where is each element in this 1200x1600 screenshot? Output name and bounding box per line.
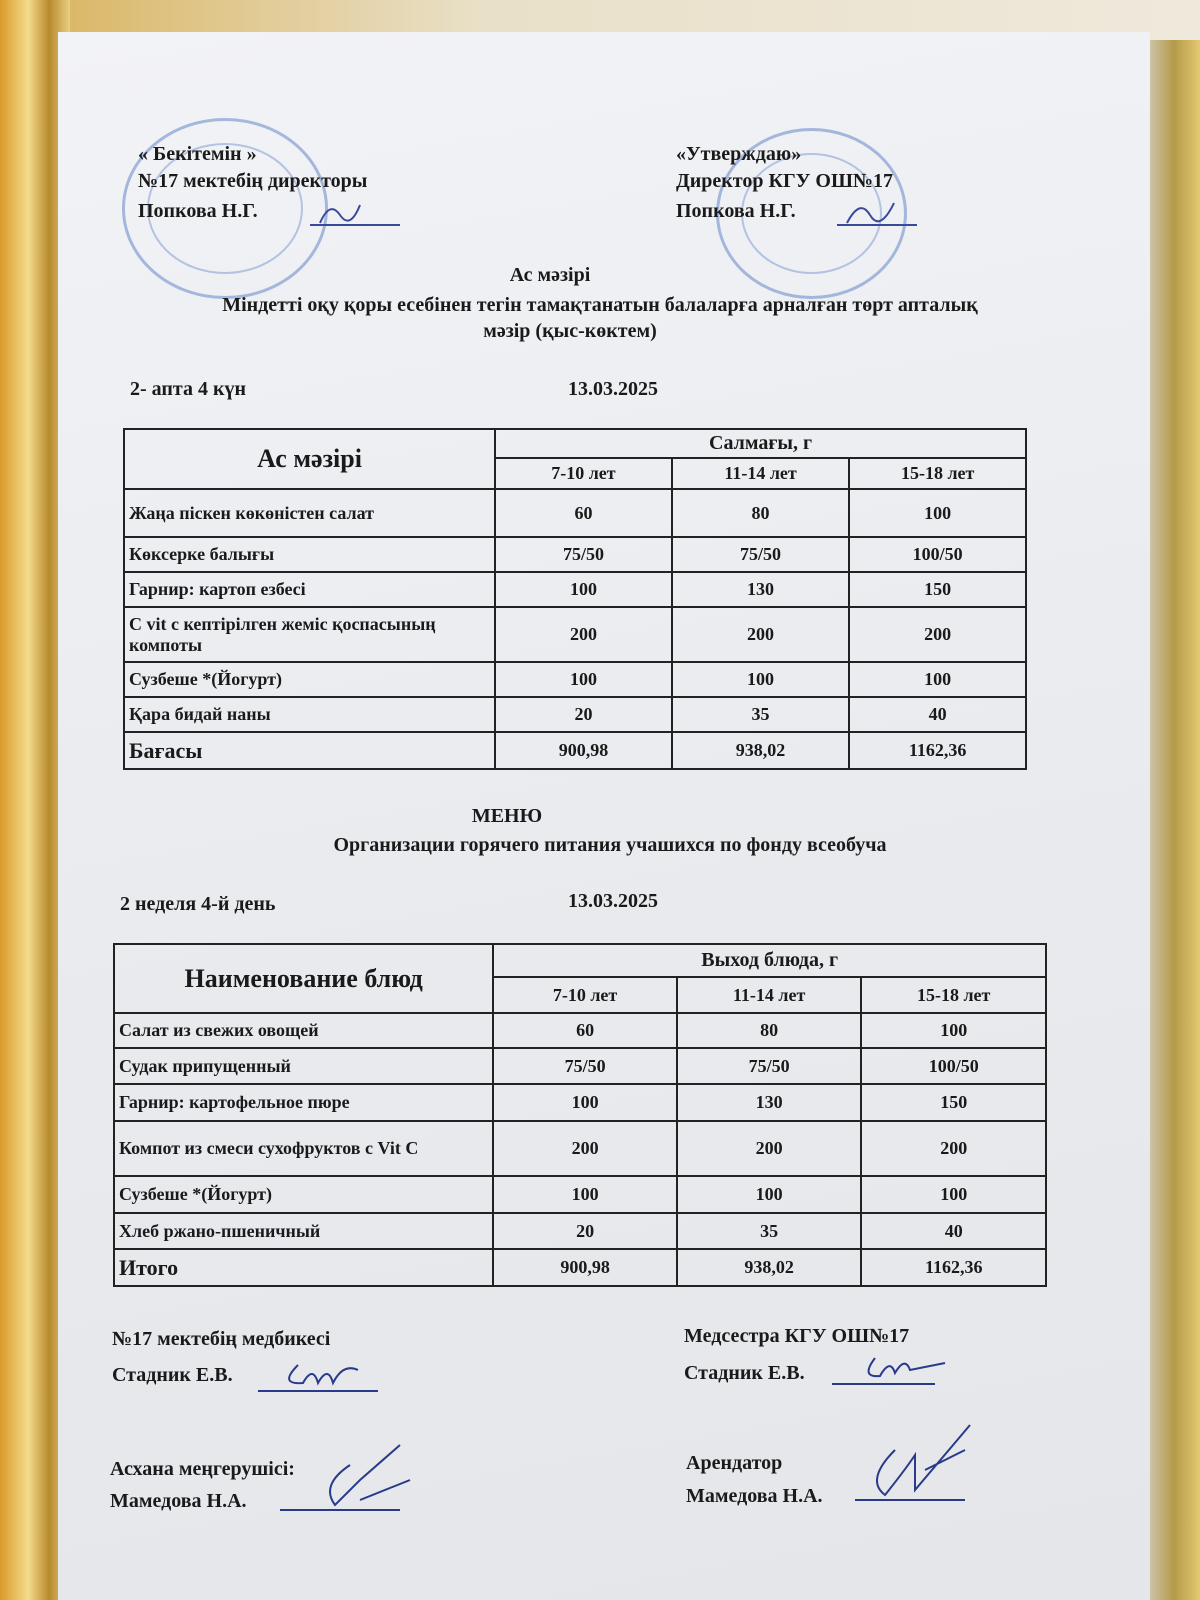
- kz-col-name: Ас мәзірі: [124, 429, 495, 489]
- table-row: [124, 489, 1026, 537]
- dish-name: Гарнир: картофельное пюре: [114, 1084, 493, 1121]
- cell-value: 75/50: [672, 537, 850, 572]
- approval-kz-position: №17 мектебің директоры: [138, 170, 368, 192]
- table-row: [124, 607, 1026, 662]
- tenant-ru-name: Мамедова Н.А.: [686, 1485, 823, 1507]
- cell-value: 35: [677, 1213, 862, 1249]
- cell-value: 20: [495, 697, 672, 732]
- dish-name: Сузбеше *(Йогурт): [114, 1176, 493, 1213]
- cell-value: 100: [672, 662, 850, 697]
- cell-value: 35: [672, 697, 850, 732]
- cell-value: 100: [677, 1176, 862, 1213]
- ru-age: 7-10 лет: [493, 977, 677, 1013]
- dish-name: Бағасы: [124, 732, 495, 769]
- cell-value: 100: [849, 489, 1026, 537]
- cell-value: 75/50: [495, 537, 672, 572]
- signature-director-ru: [832, 195, 922, 230]
- ru-col-name: Наименование блюд: [114, 944, 493, 1013]
- nurse-ru-position: Медсестра КГУ ОШ№17: [684, 1325, 910, 1347]
- nurse-kz-name: Стадник Е.В.: [112, 1364, 233, 1386]
- nurse-ru-name: Стадник Е.В.: [684, 1362, 805, 1384]
- canteen-kz-position: Асхана меңгерушісі:: [110, 1458, 295, 1480]
- cell-value: 75/50: [677, 1048, 862, 1084]
- cell-value: 75/50: [493, 1048, 677, 1084]
- total-row: [124, 732, 1026, 769]
- cell-value: 100: [849, 662, 1026, 697]
- table-row: [114, 1013, 1046, 1048]
- cell-value: 200: [672, 607, 850, 662]
- signature-canteen-kz: [280, 1440, 420, 1515]
- cell-value: 150: [849, 572, 1026, 607]
- dish-name: C vit c кептірілген жеміс қоспасының компоты: [124, 607, 495, 662]
- cell-value: 900,98: [495, 732, 672, 769]
- table-row: [114, 1048, 1046, 1084]
- kz-col-group: Салмағы, г: [495, 429, 1026, 458]
- cell-value: 1162,36: [861, 1249, 1046, 1286]
- cell-value: 1162,36: [849, 732, 1026, 769]
- canteen-kz-name: Мамедова Н.А.: [110, 1490, 247, 1512]
- signature-nurse-ru: [830, 1348, 960, 1388]
- cell-value: 20: [493, 1213, 677, 1249]
- approval-ru-title: «Утверждаю»: [676, 143, 802, 165]
- kz-age: 7-10 лет: [495, 458, 672, 489]
- dish-name: Судак припущенный: [114, 1048, 493, 1084]
- cell-value: 100/50: [861, 1048, 1046, 1084]
- ru-subtitle: Организации горячего питания учашихся по фонду всеобуча: [333, 834, 887, 856]
- dish-name: Компот из смеси сухофруктов с Vit C: [114, 1121, 493, 1176]
- table-row: [124, 537, 1026, 572]
- approval-kz-name: Попкова Н.Г.: [138, 200, 258, 222]
- table-row: [114, 1176, 1046, 1213]
- cell-value: 200: [493, 1121, 677, 1176]
- cell-value: 200: [861, 1121, 1046, 1176]
- ru-title: МЕНЮ: [471, 805, 543, 827]
- cell-value: 100/50: [849, 537, 1026, 572]
- kz-age: 11-14 лет: [672, 458, 850, 489]
- table-row: [114, 1084, 1046, 1121]
- tenant-ru-position: Арендатор: [686, 1452, 783, 1474]
- table-row: [124, 697, 1026, 732]
- dish-name: Салат из свежих овощей: [114, 1013, 493, 1048]
- cell-value: 938,02: [672, 732, 850, 769]
- cell-value: 100: [861, 1013, 1046, 1048]
- cell-value: 200: [677, 1121, 862, 1176]
- cell-value: 80: [672, 489, 850, 537]
- nurse-kz-position: №17 мектебің медбикесі: [112, 1328, 331, 1350]
- kz-date: 13.03.2025: [568, 378, 658, 400]
- frame-right: [1148, 40, 1200, 1600]
- total-row: [114, 1249, 1046, 1286]
- kz-week-day: 2- апта 4 күн: [130, 378, 247, 400]
- dish-name: Қара бидай наны: [124, 697, 495, 732]
- dish-name: Сузбеше *(Йогурт): [124, 662, 495, 697]
- ru-menu-table: [113, 943, 1047, 1287]
- ru-age: 15-18 лет: [861, 977, 1046, 1013]
- cell-value: 900,98: [493, 1249, 677, 1286]
- cell-value: 80: [677, 1013, 862, 1048]
- table-row: [124, 572, 1026, 607]
- cell-value: 60: [495, 489, 672, 537]
- dish-name: Хлеб ржано-пшеничный: [114, 1213, 493, 1249]
- cell-value: 938,02: [677, 1249, 862, 1286]
- approval-kz-title: « Бекітемін »: [138, 143, 257, 165]
- table-row: [114, 1121, 1046, 1176]
- cell-value: 100: [861, 1176, 1046, 1213]
- ru-date: 13.03.2025: [568, 890, 658, 912]
- table-row: [124, 662, 1026, 697]
- cell-value: 100: [495, 662, 672, 697]
- signature-director-kz: [300, 195, 410, 230]
- cell-value: 40: [849, 697, 1026, 732]
- kz-menu-table: [123, 428, 1027, 770]
- cell-value: 40: [861, 1213, 1046, 1249]
- cell-value: 130: [672, 572, 850, 607]
- cell-value: 100: [493, 1176, 677, 1213]
- signature-tenant-ru: [855, 1420, 975, 1505]
- dish-name: Итого: [114, 1249, 493, 1286]
- table-row: [114, 1213, 1046, 1249]
- cell-value: 150: [861, 1084, 1046, 1121]
- cell-value: 200: [849, 607, 1026, 662]
- dish-name: Жаңа піскен көкөністен салат: [124, 489, 495, 537]
- dish-name: Гарнир: картоп езбесі: [124, 572, 495, 607]
- ru-col-group: Выход блюда, г: [493, 944, 1046, 977]
- cell-value: 100: [495, 572, 672, 607]
- dish-name: Көксерке балығы: [124, 537, 495, 572]
- kz-age: 15-18 лет: [849, 458, 1026, 489]
- kz-subtitle-2: мәзір (қыс-көктем): [483, 320, 657, 342]
- cell-value: 130: [677, 1084, 862, 1121]
- approval-ru-name: Попкова Н.Г.: [676, 200, 796, 222]
- approval-ru-position: Директор КГУ ОШ№17: [676, 170, 894, 192]
- signature-nurse-kz: [258, 1355, 398, 1395]
- ru-age: 11-14 лет: [677, 977, 862, 1013]
- kz-title: Ас мәзірі: [509, 264, 591, 286]
- cell-value: 60: [493, 1013, 677, 1048]
- kz-subtitle-1: Міндетті оқу қоры есебінен тегін тамақтанатын балаларға арналған төрт апталық: [222, 294, 978, 316]
- cell-value: 200: [495, 607, 672, 662]
- ru-week-day: 2 неделя 4-й день: [120, 893, 276, 915]
- cell-value: 100: [493, 1084, 677, 1121]
